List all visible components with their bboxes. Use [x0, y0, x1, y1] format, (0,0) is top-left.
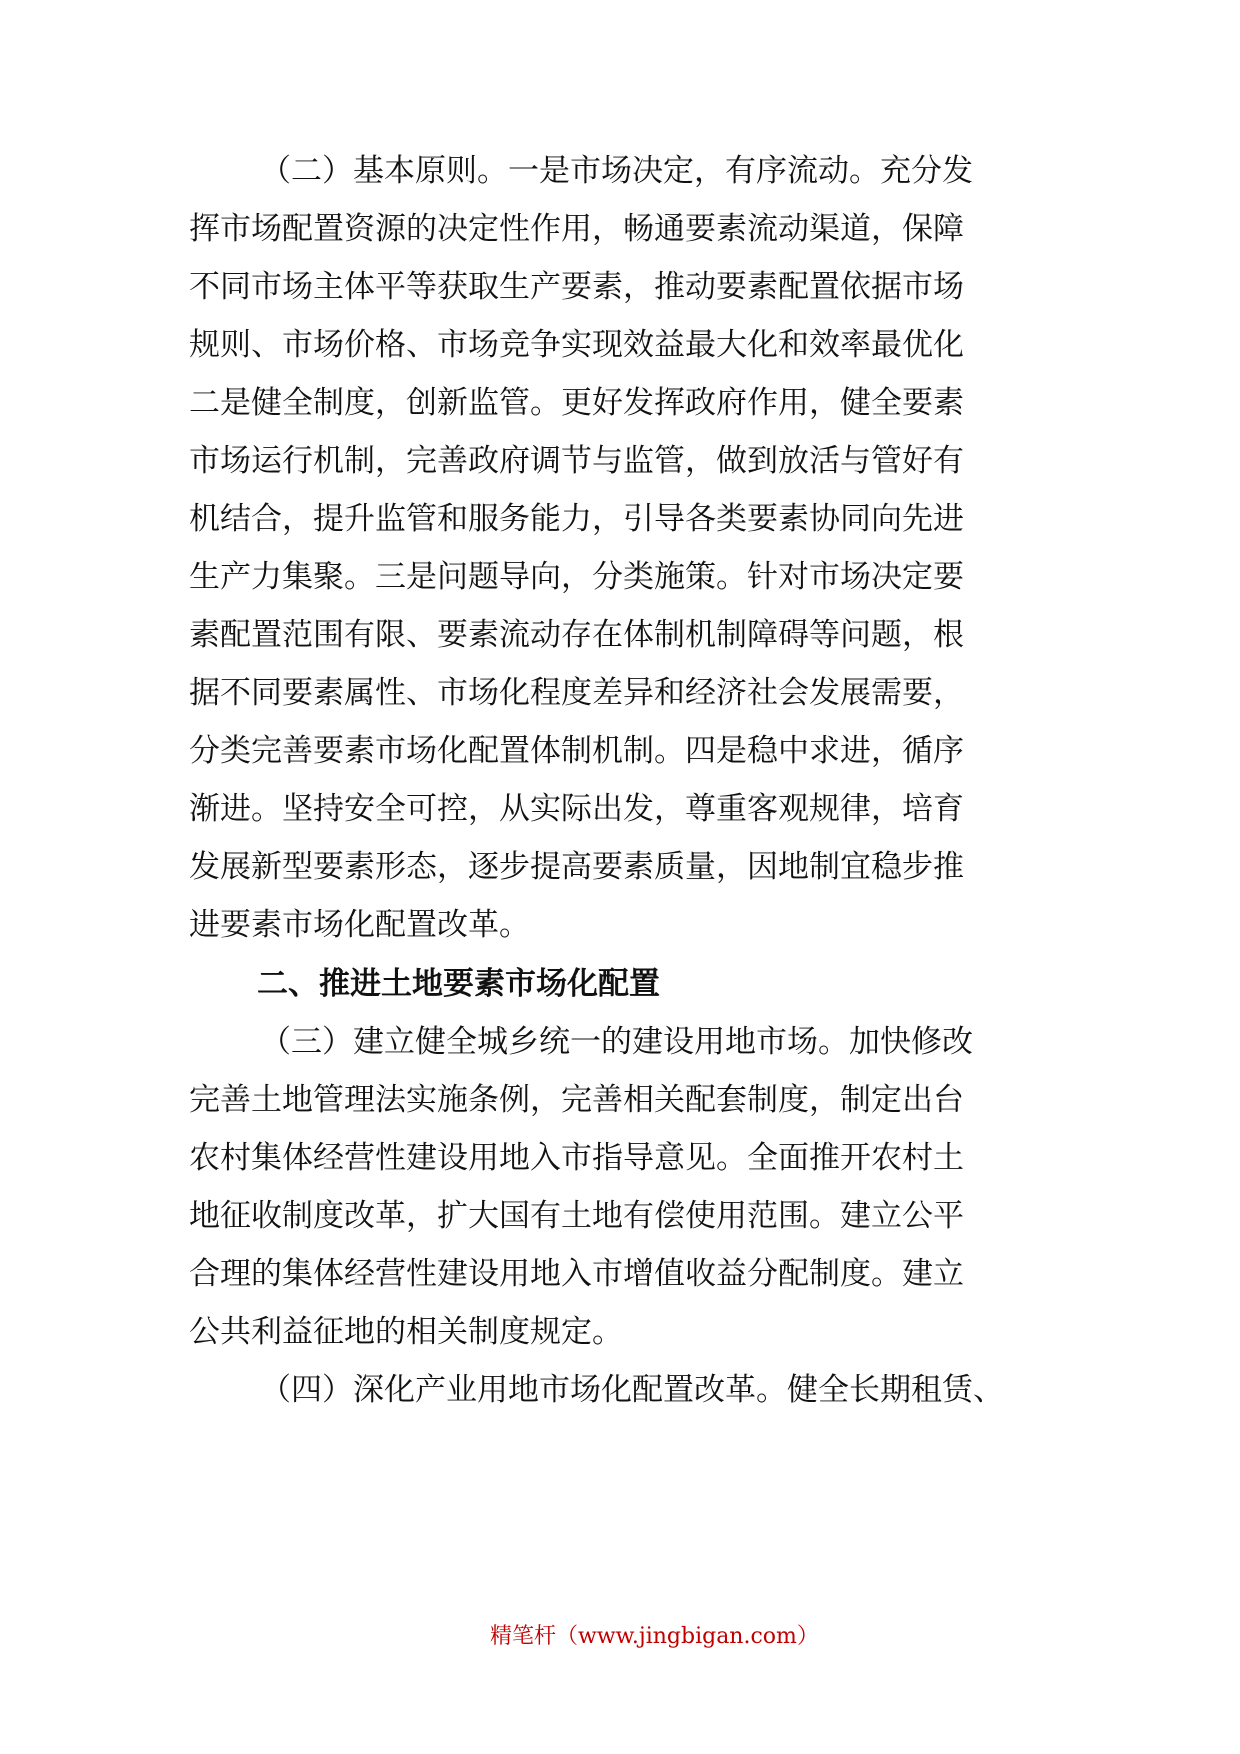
paragraph-line: 进要素市场化配置改革。 — [189, 907, 530, 943]
paragraph-line: 素配置范围有限、要素流动存在体制机制障碍等问题，根 — [189, 617, 964, 653]
paragraph-line: 规则、市场价格、市场竞争实现效益最大化和效率最优化 — [189, 327, 964, 363]
paragraph-line: 公共利益征地的相关制度规定。 — [189, 1314, 623, 1350]
paragraph-line: 完善土地管理法实施条例，完善相关配套制度，制定出台 — [189, 1082, 964, 1118]
paragraph-line: （三）建立健全城乡统一的建设用地市场。加快修改 — [260, 1024, 973, 1060]
section-heading: 二、推进土地要素市场化配置 — [257, 966, 660, 1002]
footer-watermark: 精笔杆（www.jingbigan.com） — [490, 1624, 819, 1649]
paragraph-line: 渐进。坚持安全可控，从实际出发，尊重客观规律，培育 — [189, 791, 964, 827]
paragraph-line: 挥市场配置资源的决定性作用，畅通要素流动渠道，保障 — [189, 211, 964, 247]
paragraph-line: 不同市场主体平等获取生产要素，推动要素配置依据市场 — [189, 269, 964, 305]
paragraph-line: 地征收制度改革，扩大国有土地有偿使用范围。建立公平 — [189, 1198, 964, 1234]
paragraph-line: 发展新型要素形态，逐步提高要素质量，因地制宜稳步推 — [189, 849, 964, 885]
paragraph-line: 合理的集体经营性建设用地入市增值收益分配制度。建立 — [189, 1256, 964, 1292]
paragraph-line: （四）深化产业用地市场化配置改革。健全长期租赁、 — [260, 1372, 1004, 1408]
paragraph-line: （二）基本原则。一是市场决定，有序流动。充分发 — [260, 153, 973, 189]
paragraph-line: 分类完善要素市场化配置体制机制。四是稳中求进，循序 — [189, 733, 964, 769]
paragraph-line: 市场运行机制，完善政府调节与监管，做到放活与管好有 — [189, 443, 964, 479]
paragraph-line: 农村集体经营性建设用地入市指导意见。全面推开农村土 — [189, 1140, 964, 1176]
paragraph-line: 机结合，提升监管和服务能力，引导各类要素协同向先进 — [189, 501, 964, 537]
paragraph-line: 生产力集聚。三是问题导向，分类施策。针对市场决定要 — [189, 559, 964, 595]
paragraph-line: 据不同要素属性、市场化程度差异和经济社会发展需要， — [189, 675, 964, 711]
paragraph-line: 二是健全制度，创新监管。更好发挥政府作用，健全要素 — [189, 385, 964, 421]
